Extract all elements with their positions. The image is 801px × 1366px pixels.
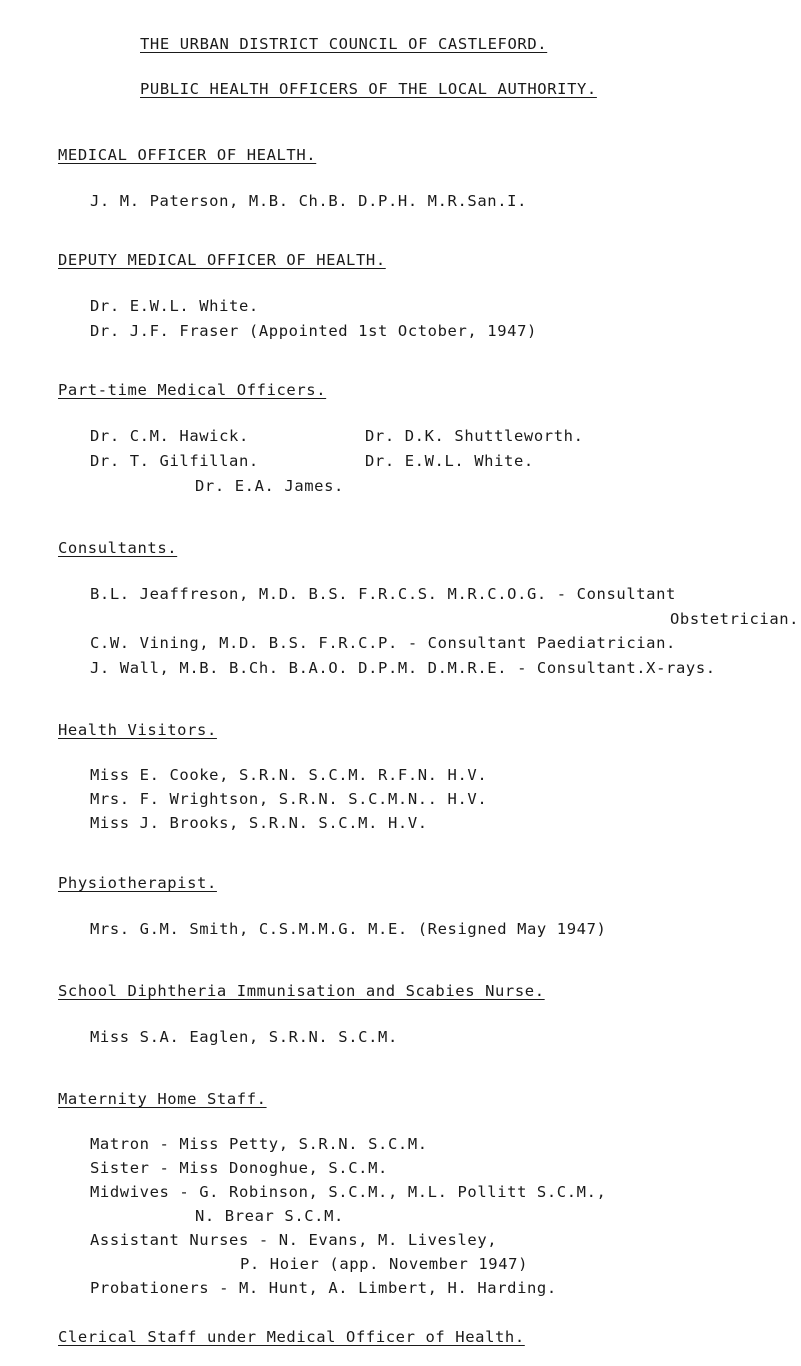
parttime-name: Dr. E.A. James. — [195, 477, 344, 495]
maternity-line: Matron - Miss Petty, S.R.N. S.C.M. — [90, 1135, 428, 1153]
consultants-heading: Consultants. — [58, 539, 178, 557]
maternity-line: N. Brear S.C.M. — [195, 1207, 344, 1225]
parttime-name: Dr. C.M. Hawick. — [90, 427, 249, 445]
physiotherapist-heading: Physiotherapist. — [58, 874, 217, 892]
consultant-line: B.L. Jeaffreson, M.D. B.S. F.R.C.S. M.R.C.O.G. - Consultant — [90, 585, 676, 603]
parttime-name: Dr. T. Gilfillan. — [90, 452, 259, 470]
health-visitor-line: Miss J. Brooks, S.R.N. S.C.M. H.V. — [90, 814, 428, 832]
parttime-name: Dr. E.W.L. White. — [365, 452, 534, 470]
consultant-line: J. Wall, M.B. B.Ch. B.A.O. D.P.M. D.M.R.E. - Consultant.X-rays. — [90, 659, 716, 677]
school-nurse-heading: School Diphtheria Immunisation and Scabies Nurse. — [58, 982, 545, 1000]
moh-name: J. M. Paterson, M.B. Ch.B. D.P.H. M.R.San.I. — [90, 192, 527, 210]
document-title: THE URBAN DISTRICT COUNCIL OF CASTLEFORD. — [140, 35, 548, 53]
deputy-line: Dr. E.W.L. White. — [90, 297, 259, 315]
maternity-line: P. Hoier (app. November 1947) — [240, 1255, 529, 1273]
health-visitor-line: Miss E. Cooke, S.R.N. S.C.M. R.F.N. H.V. — [90, 766, 488, 784]
maternity-line: Assistant Nurses - N. Evans, M. Livesley, — [90, 1231, 498, 1249]
maternity-line: Sister - Miss Donoghue, S.C.M. — [90, 1159, 388, 1177]
health-visitors-heading: Health Visitors. — [58, 721, 217, 739]
parttime-name: Dr. D.K. Shuttleworth. — [365, 427, 584, 445]
maternity-line: Probationers - M. Hunt, A. Limbert, H. Harding. — [90, 1279, 557, 1297]
physiotherapist-line: Mrs. G.M. Smith, C.S.M.M.G. M.E. (Resigned May 1947) — [90, 920, 607, 938]
health-visitor-line: Mrs. F. Wrightson, S.R.N. S.C.M.N.. H.V. — [90, 790, 488, 808]
consultant-line: Obstetrician. — [670, 610, 800, 628]
maternity-heading: Maternity Home Staff. — [58, 1090, 267, 1108]
moh-heading: MEDICAL OFFICER OF HEALTH. — [58, 146, 317, 164]
school-nurse-line: Miss S.A. Eaglen, S.R.N. S.C.M. — [90, 1028, 398, 1046]
consultant-line: C.W. Vining, M.D. B.S. F.R.C.P. - Consultant Paediatrician. — [90, 634, 676, 652]
deputy-line: Dr. J.F. Fraser (Appointed 1st October, 1947) — [90, 322, 537, 340]
clerical-heading: Clerical Staff under Medical Officer of Health. — [58, 1328, 525, 1346]
maternity-line: Midwives - G. Robinson, S.C.M., M.L. Pollitt S.C.M., — [90, 1183, 607, 1201]
document-subtitle: PUBLIC HEALTH OFFICERS OF THE LOCAL AUTHORITY. — [140, 80, 597, 98]
parttime-heading: Part-time Medical Officers. — [58, 381, 327, 399]
deputy-heading: DEPUTY MEDICAL OFFICER OF HEALTH. — [58, 251, 386, 269]
